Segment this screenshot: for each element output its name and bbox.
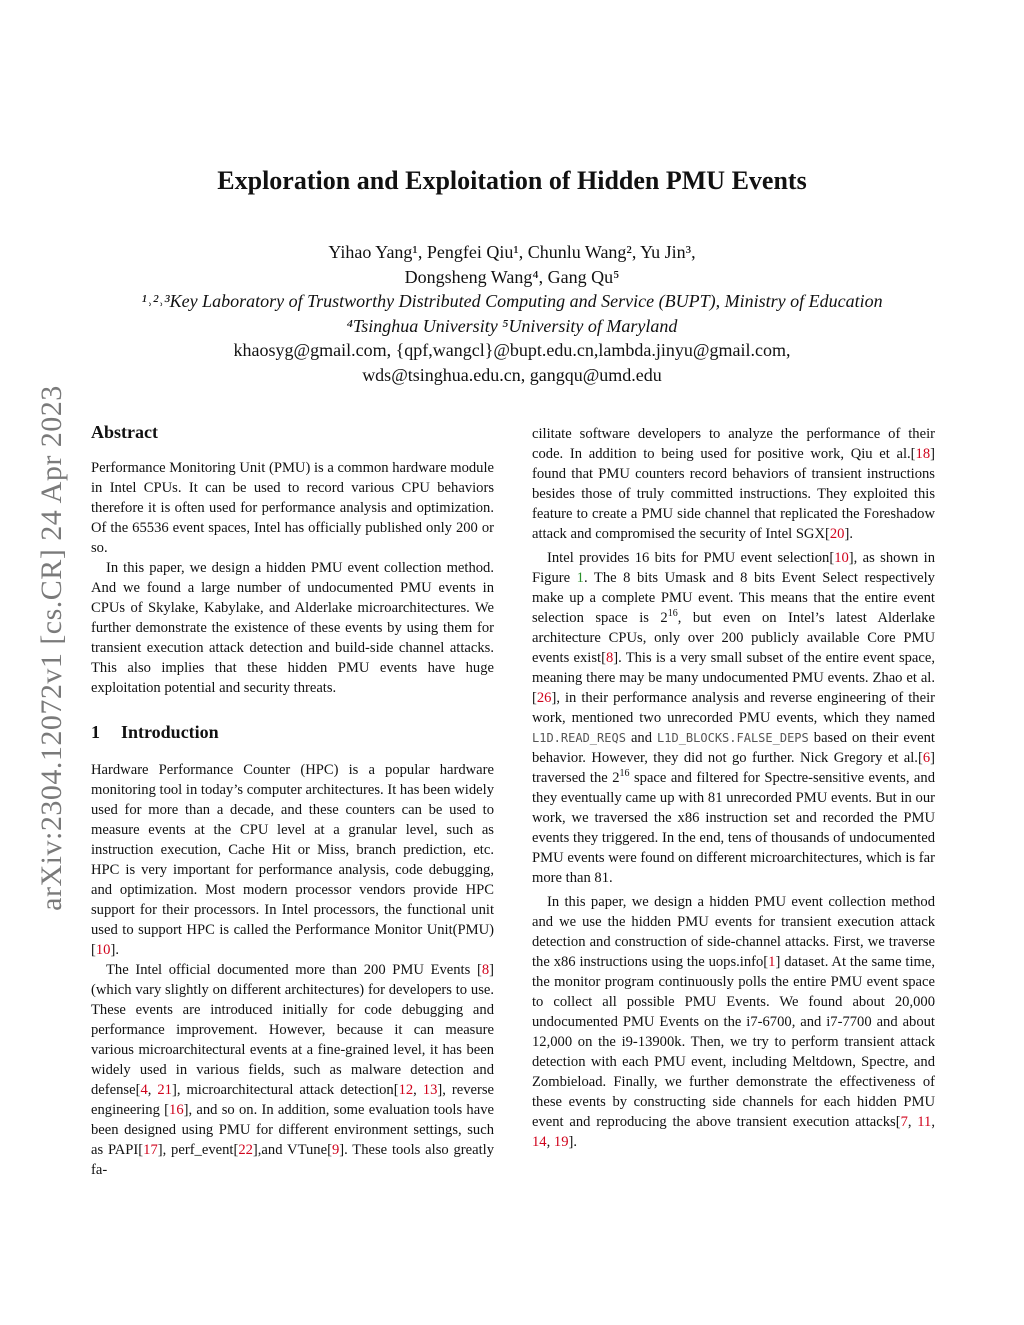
figure-link[interactable]: 1 [576, 570, 584, 586]
right-paragraph-3 [532, 892, 935, 1152]
text-run: based on their event behavior. However, they did not go further. Nick Gregory et al.[ [532, 730, 935, 766]
citation-link[interactable]: 26 [536, 690, 552, 706]
text-run: ]. [844, 526, 853, 542]
left-column [91, 420, 494, 1180]
citation-link[interactable]: 8 [481, 962, 490, 978]
superscript: 16 [619, 768, 630, 780]
citation-link[interactable]: 10 [834, 550, 849, 566]
text-run: The Intel official documented more than 200 PMU Events [ [106, 962, 482, 978]
arxiv-sidebar [30, 350, 74, 945]
citation-link[interactable]: 16 [169, 1102, 184, 1118]
text-run: ](which vary slightly on different architectures) for developers to use. These events are introduced initially for code debugging and performance improvement. However, because it can measure various microarchitectural events at a fine-grained level, it has been widely used in various fields, such as malware detection and defense[ [91, 962, 494, 1098]
citation-link[interactable]: 1 [768, 954, 776, 970]
authors-line-1: Yihao Yang¹, Pengfei Qiu¹, Chunlu Wang², Yu Jin³, [328, 242, 696, 262]
right-paragraph-1 [532, 424, 935, 544]
citation-link[interactable]: 18 [915, 446, 931, 462]
author-block [0, 240, 1024, 387]
right-paragraph-2 [532, 548, 935, 888]
affiliation-2: ⁴Tsinghua University ⁵University of Maryland [346, 315, 678, 336]
intro-paragraph-2 [91, 960, 494, 1180]
abstract-heading: Abstract [91, 422, 158, 442]
text-run: ] traversed the 2 [532, 750, 935, 786]
citation-link[interactable]: 13 [422, 1082, 438, 1098]
citation-link[interactable]: 11 [917, 1114, 932, 1130]
text-run: ], microarchitectural attack detection[ [171, 1082, 399, 1098]
text-run: ], in their performance analysis and reverse engineering of their work, mentioned two unrecorded PMU events, which they named [532, 690, 935, 726]
affiliation-1: ¹˒²˒³Key Laboratory of Trustworthy Distributed Computing and Service (BUPT), Ministry of Education [141, 291, 883, 311]
section-number: 1 [91, 722, 100, 742]
citation-link[interactable]: 19 [553, 1134, 569, 1150]
superscript: 16 [667, 608, 678, 620]
text-run: ] found that PMU counters record behaviors of transient instructions besides those of truly committed instructions. They exploited this feature to create a PMU side channel that replicated the Foreshadow attack and compromised the security of Intel SGX[ [532, 446, 935, 542]
right-column [532, 424, 935, 1152]
code-event-name: L1D.READ_REQS [532, 731, 626, 745]
citation-link[interactable]: 8 [605, 650, 614, 666]
text-run: and [625, 730, 658, 746]
text-run: space and filtered for Spectre-sensitive events, and they eventually came up with 81 unrecorded PMU events. But in our work, we traversed the x86 instruction set and recorded the PMU events they triggered. In the end, tens of thousands of undocumented PMU events were found on different microarchitectures, which is far more than 81. [532, 770, 935, 886]
citation-link[interactable]: 12 [398, 1082, 414, 1098]
citation-link[interactable]: 17 [143, 1142, 158, 1158]
text-run: ], reverse engineering [ [91, 1082, 495, 1118]
emails-line-1: khaosyg@gmail.com, {qpf,wangcl}@bupt.edu.cn,lambda.jinyu@gmail.com, [233, 340, 791, 360]
arxiv-identifier: arXiv:2304.12072v1 [cs.CR] 24 Apr 2023 [35, 384, 69, 911]
authors-line-2: Dongsheng Wang⁴, Gang Qu⁵ [404, 266, 620, 287]
text-run: ]. These tools also greatly fa- [91, 1142, 495, 1178]
citation-link[interactable]: 9 [331, 1142, 340, 1158]
text-run: ], perf_event[ [157, 1142, 239, 1158]
citation-link[interactable]: 14 [532, 1134, 547, 1150]
text-run: ]. This is a very small subset of the entire event space, meaning there may be many undocumented PMU events. Zhao et al.[ [532, 650, 935, 706]
text-run: Hardware Performance Counter (HPC) is a popular hardware monitoring tool in today’s computer architectures. It has been widely used for more than a decade, and these counters can be used to measure events at the CPU level at a granular level, such as instruction execution, Cache Hit or Miss, branch prediction, etc. HPC is very important for performance analysis, code debugging, and optimization. Most modern processor vendors provide HPC support for their processors. In Intel processors, the functional unit used to support HPC is called the Performance Monitor Unit(PMU) [ [91, 762, 494, 958]
paper-title: Exploration and Exploitation of Hidden PMU Events [217, 166, 807, 195]
citation-link[interactable]: 7 [900, 1114, 908, 1130]
citation-link[interactable]: 20 [829, 526, 845, 542]
intro-paragraph-1 [91, 760, 494, 960]
citation-link[interactable]: 6 [922, 750, 931, 766]
text-run: ]. [568, 1134, 577, 1150]
text-run: ],and VTune[ [252, 1142, 332, 1158]
citation-link[interactable]: 4 [140, 1082, 148, 1098]
text-run: In this paper, we design a hidden PMU event collection method and we use the hidden PMU events for transient execution attack detection and construction of side-channel attacks. First, we traverse the x86 instructions using the uops.info[ [532, 894, 935, 970]
abstract-paragraph-1: Performance Monitoring Unit (PMU) is a common hardware module in Intel CPUs. It can be used to record various CPU behaviors therefore it is often used for performance analysis and optimization. Of the 65536 event spaces, Intel has officially published only 200 or so. [91, 460, 494, 556]
introduction-heading [91, 720, 494, 744]
text-run: , [147, 1082, 158, 1098]
code-event-name: L1D_BLOCKS.FALSE_DEPS [657, 731, 809, 745]
text-run: , [413, 1082, 423, 1098]
text-run: , but even on Intel’s latest Alderlake architecture CPUs, only over 200 publicly available Core PMU events exist[ [532, 610, 935, 666]
citation-link[interactable]: 10 [95, 942, 111, 958]
emails-line-2: wds@tsinghua.edu.cn, gangqu@umd.edu [362, 364, 662, 385]
text-run: , [931, 1114, 936, 1130]
text-run: , [546, 1134, 554, 1150]
text-run: . The 8 bits Umask and 8 bits Event Select respectively make up a complete PMU event. This means that the entire event selection space is 2 [532, 570, 935, 626]
text-run: Intel provides 16 bits for PMU event selection[ [547, 550, 835, 566]
citation-link[interactable]: 22 [238, 1142, 253, 1158]
text-run: ], and so on. In addition, some evaluation tools have been designed using PMU for different environment settings, such as PAPI[ [91, 1102, 494, 1158]
abstract-paragraph-2: In this paper, we design a hidden PMU event collection method. And we found a large number of undocumented PMU events in CPUs of Skylake, Kabylake, and Alderlake microarchitectures. We further demonstrate the existence of these events by using them for transient execution attack detection and build-side channel attacks. This also implies that these hidden PMU events have huge exploitation potential and security threats. [91, 560, 494, 696]
text-run: cilitate software developers to analyze the performance of their code. In addition to being used for positive work, Qiu et al.[ [532, 426, 935, 462]
text-run: ], as shown in Figure [532, 550, 936, 586]
text-run: , [907, 1114, 918, 1130]
text-run: ] dataset. At the same time, the monitor program continuously polls the entire PMU event space to collect all possible PMU Events. We found about 20,000 undocumented PMU Events on the i7-6700, and i7-7700 and about 12,000 on the i9-13900k. Then, we try to perform transient attack detection with each PMU event, including Meltdown, Spectre, and Zombieload. Finally, we further demonstrate the effectiveness of these events by constructing side channels for each hidden PMU event and reproducing the above transient execution attacks[ [532, 954, 935, 1130]
citation-link[interactable]: 21 [157, 1082, 172, 1098]
section-title: Introduction [121, 722, 219, 742]
text-run: ]. [110, 942, 119, 958]
